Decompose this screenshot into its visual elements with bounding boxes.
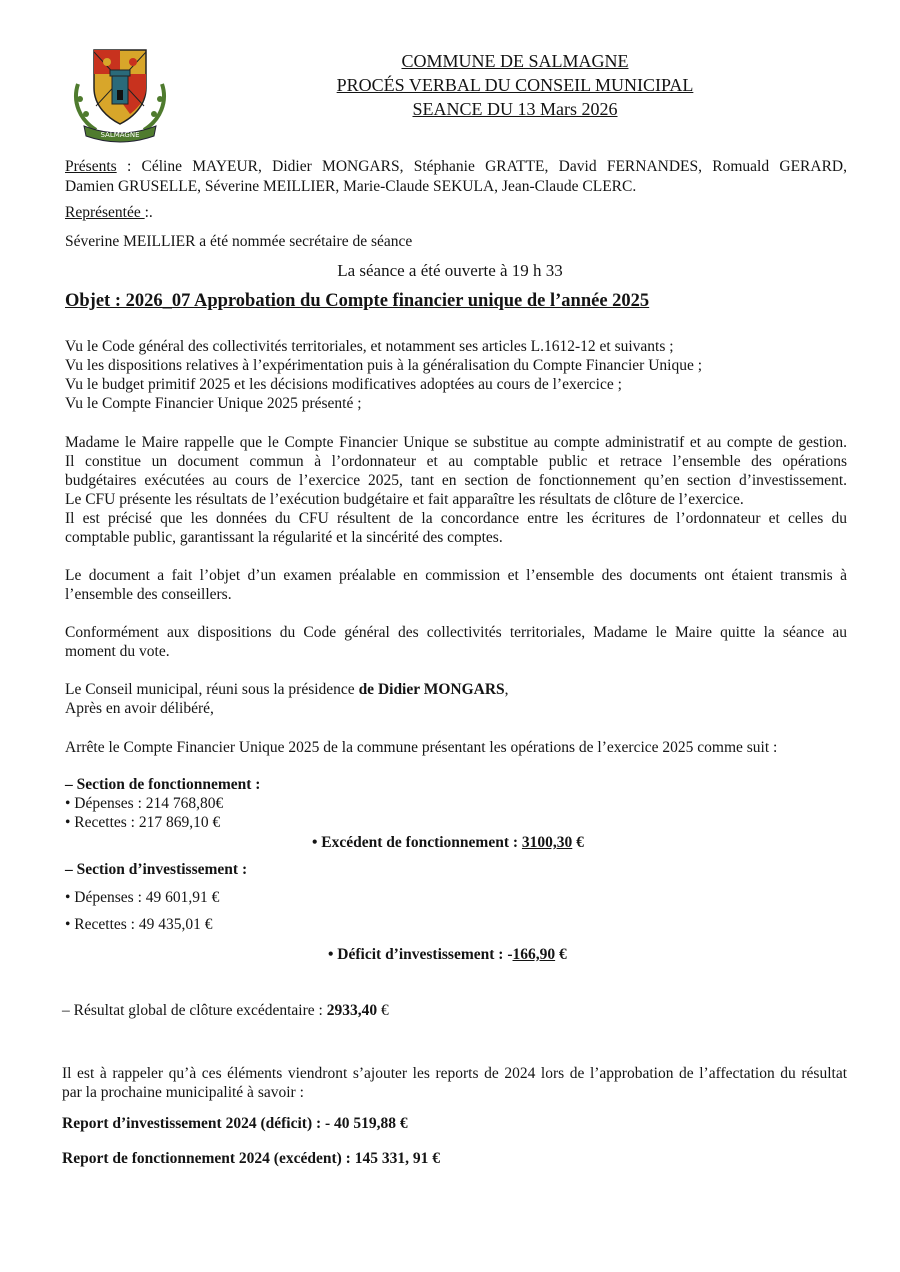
fonctionnement-heading: – Section de fonctionnement :: [65, 776, 261, 793]
commune-crest-logo: [70, 44, 170, 144]
para1-line-5: Il est précisé que les données du CFU résultent de la concordance entre les écritures de l’ordonnateur et celles du: [65, 510, 847, 527]
presents-names-1: : Céline MAYEUR, Didier MONGARS, Stéphanie GRATTE, David FERNANDES, Romuald GERARD,: [116, 158, 847, 175]
considerant-1: Vu le Code général des collectivités territoriales, et notamment ses articles L.1612-12 et suivants ;: [65, 338, 674, 355]
fonctionnement-recettes: • Recettes : 217 869,10 €: [65, 814, 221, 831]
represented-label: Représentée: [65, 204, 145, 221]
investissement-result-label: • Déficit d’investissement : -: [328, 946, 513, 963]
investissement-depenses: • Dépenses : 49 601,91 €: [65, 889, 220, 906]
deliberation-line: Après en avoir délibéré,: [65, 700, 214, 717]
global-result-value: 2933,40: [326, 1002, 378, 1019]
decision-line: Arrête le Compte Financier Unique 2025 de la commune présentant les opérations de l’exercice 2025 comme suit :: [65, 739, 778, 756]
para3-line-2: moment du vote.: [65, 643, 170, 660]
crest-banner-text: SALMAGNE: [100, 131, 140, 139]
presents-line-1: [65, 157, 847, 176]
global-result-label: – Résultat global de clôture excédentaire :: [62, 1002, 327, 1019]
para3-line-1: Conformément aux dispositions du Code général des collectivités territoriales, Madame le Maire quitte la séance au: [65, 624, 847, 641]
para1-line-6: comptable public, garantissant la régularité et la sincérité des comptes.: [65, 529, 503, 546]
report-fonctionnement: Report de fonctionnement 2024 (excédent) : 145 331, 91 €: [62, 1150, 440, 1167]
fonctionnement-result-label: • Excédent de fonctionnement :: [312, 834, 522, 851]
global-result-unit: €: [377, 1002, 389, 1019]
president-name: de Didier MONGARS: [358, 681, 505, 698]
considerant-2: Vu les dispositions relatives à l’expérimentation puis à la généralisation du Compte Financier Unique ;: [65, 357, 703, 374]
presidency-prefix: Le Conseil municipal, réuni sous la présidence: [65, 681, 359, 698]
investissement-recettes: • Recettes : 49 435,01 €: [65, 916, 213, 933]
fonctionnement-result: [312, 833, 584, 852]
considerant-4: Vu le Compte Financier Unique 2025 présenté ;: [65, 395, 362, 412]
presidency-line: [65, 680, 509, 699]
para1-line-1: Madame le Maire rappelle que le Compte Financier Unique se substitue au compte administratif et au compte de gestion.: [65, 434, 847, 451]
investissement-heading: – Section d’investissement :: [65, 861, 248, 878]
reminder-line-1: Il est à rappeler qu’à ces éléments viendront s’ajouter les reports de 2024 lors de l’approbation de l’affectation du résultat: [62, 1065, 847, 1082]
commune-name: COMMUNE DE SALMAGNE: [401, 51, 629, 71]
session-date: SEANCE DU 13 Mars 2026: [412, 99, 618, 119]
subject-title: Objet : 2026_07 Approbation du Compte financier unique de l’année 2025: [65, 291, 650, 311]
represented-line: [65, 203, 153, 222]
fonctionnement-result-unit: €: [572, 834, 584, 851]
report-investissement: Report d’investissement 2024 (déficit) : - 40 519,88 €: [62, 1115, 408, 1132]
presidency-suffix: ,: [504, 681, 509, 698]
investissement-result-value: 166,90: [512, 946, 556, 963]
para2-line-1: Le document a fait l’objet d’un examen préalable en commission et l’ensemble des documents ont étaient transmis à: [65, 567, 847, 584]
para1-line-4: Le CFU présente les résultats de l’exécution budgétaire et fait apparaître les résultats de clôture de l’exercice.: [65, 491, 744, 508]
reminder-line-2: par la prochaine municipalité à savoir :: [62, 1084, 304, 1101]
fonctionnement-depenses: • Dépenses : 214 768,80€: [65, 795, 224, 812]
fonctionnement-result-value: 3100,30: [521, 834, 573, 851]
para1-line-3: budgétaires exécutées au cours de l’exercice 2025, tant en section de fonctionnement qu’en section d’investissement.: [65, 472, 847, 489]
presents-label: Présents: [65, 158, 117, 175]
para1-line-2: Il constitue un document commun à l’ordonnateur et au comptable public et retrace l’ensemble des opérations: [65, 453, 847, 470]
para2-line-2: l’ensemble des conseillers.: [65, 586, 232, 603]
investissement-result-unit: €: [555, 946, 567, 963]
global-result: [62, 1001, 389, 1020]
investissement-result: [328, 945, 567, 964]
secretary-line: Séverine MEILLIER a été nommée secrétaire de séance: [65, 233, 413, 250]
opening-time: La séance a été ouverte à 19 h 33: [337, 261, 563, 280]
considerant-3: Vu le budget primitif 2025 et les décisions modificatives adoptées au cours de l’exercice ;: [65, 376, 622, 393]
represented-value: :.: [144, 204, 153, 221]
presents-line-2: Damien GRUSELLE, Séverine MEILLIER, Marie-Claude SEKULA, Jean-Claude CLERC.: [65, 178, 637, 195]
document-title: PROCÉS VERBAL DU CONSEIL MUNICIPAL: [336, 75, 694, 95]
